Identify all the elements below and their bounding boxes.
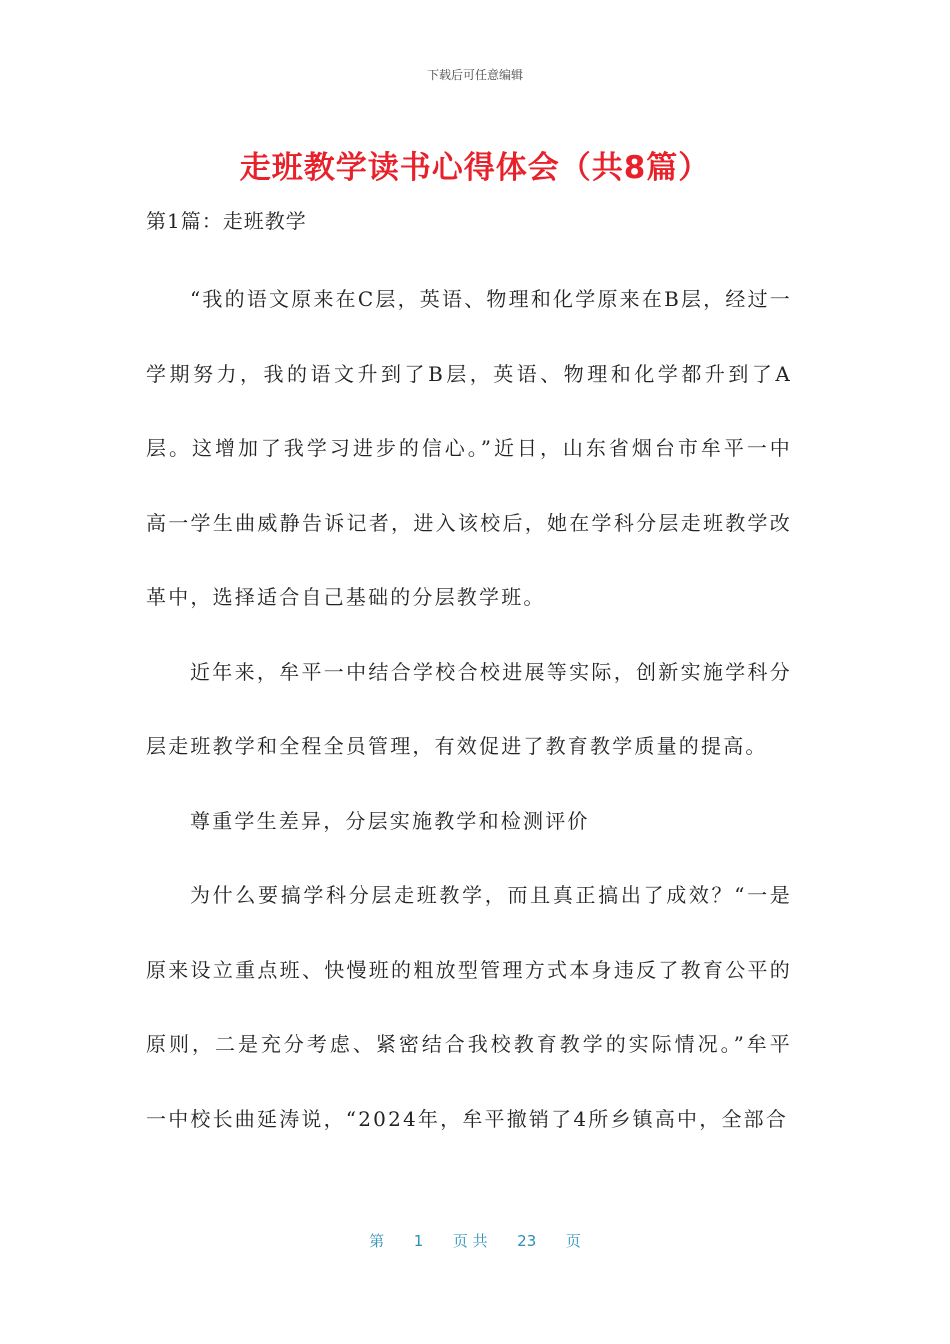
page-label-middle: 页 共 (452, 1232, 488, 1250)
section-heading: 第1篇：走班教学 (146, 209, 307, 233)
document-title: 走班教学读书心得体会（共8篇） (239, 150, 711, 186)
header-note: 下载后可任意编辑 (426, 68, 523, 82)
paragraph: “我的语文原来在C层，英语、物理和化学原来在B层，经过一学期努力，我的语文升到了B层，英语、物理和化学都升到了A层。这增加了我学习进步的信心。”近日，山东省烟台市牟平一中高一学生曲威静告诉记者，进入该校后，她在学科分层走班教学改革中，选择适合自己基础的分层教学班。 (146, 287, 792, 609)
page-label-prefix: 第 (369, 1232, 385, 1250)
paragraph: 近年来，牟平一中结合学校合校进展等实际，创新实施学科分层走班教学和全程全员管理，有效促进了教育教学质量的提高。 (146, 659, 792, 758)
document-body (146, 262, 792, 1156)
page-number: 1 (413, 1232, 424, 1250)
paragraph: 尊重学生差异，分层实施教学和检测评价 (190, 808, 590, 833)
total-pages: 23 (517, 1232, 537, 1250)
page-label-suffix: 页 (565, 1232, 581, 1250)
page-footer (0, 1230, 950, 1251)
paragraph: 为什么要搞学科分层走班教学，而且真正搞出了成效？“一是原来设立重点班、快慢班的粗放型管理方式本身违反了教育公平的原则，二是充分考虑、紧密结合我校教育教学的实际情况。”牟平一中校长曲延涛说，“2024年，牟平撤销了4所乡镇高中，全部合 (146, 883, 792, 1131)
